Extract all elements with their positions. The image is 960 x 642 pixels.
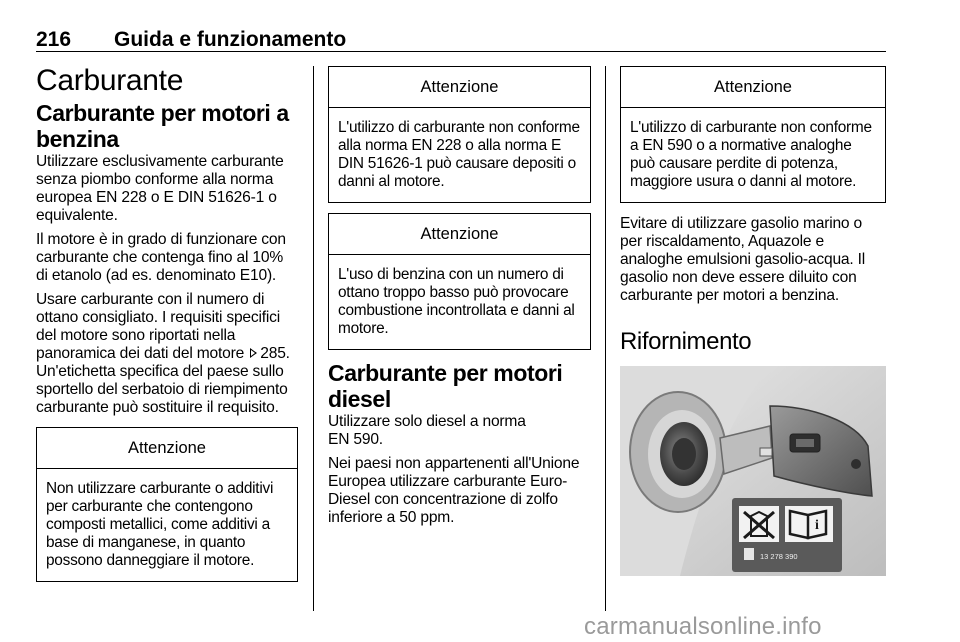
label-number: 13 278 390 — [760, 552, 798, 561]
header-rule — [36, 51, 886, 52]
caution-text: L'uso di benzina con un numero di ottano troppo basso può provocare combustione incontrollata e danni al motore. — [338, 266, 575, 337]
page-number: 216 — [36, 28, 72, 51]
svg-text:i: i — [815, 518, 819, 533]
page-header — [36, 28, 886, 50]
caution-box — [36, 427, 298, 582]
paragraph — [36, 291, 298, 363]
paragraph: Nei paesi non appartenenti all'Unione Europea utilizzare carburante Euro-Diesel con concentrazione di zolfo inferiore a 50 ppm. — [328, 455, 580, 526]
caution-title: Attenzione — [37, 428, 297, 469]
caution-box — [620, 66, 886, 203]
running-title: Guida e funzionamento — [114, 28, 347, 51]
caution-title: Attenzione — [329, 67, 590, 108]
paragraph: Utilizzare solo diesel a norma EN 590. — [328, 413, 526, 448]
column-divider — [313, 66, 314, 611]
column-1 — [36, 58, 298, 582]
page-reference[interactable]: 285. — [260, 345, 290, 362]
fuel-filler-flap-illustration — [620, 366, 886, 576]
caution-text: Non utilizzare carburante o additivi per carburante che contengono composti metallici, come additivi a base di manganese, in quanto possono danneggiare il motore. — [46, 480, 274, 569]
paragraph-text: Usare carburante con il numero di ottano consigliato. I requisiti specifici del motore sono riportati nella panoramica dei dati del motore — [36, 291, 281, 362]
subsection-title: Carburante per motori diesel — [328, 360, 563, 412]
page-reference-arrow-icon — [250, 348, 257, 358]
subsection-title: Rifornimento — [620, 328, 752, 355]
column-2 — [328, 58, 591, 533]
caution-text: L'utilizzo di carburante non conforme a EN 590 o a normative analoghe può causare perdite di potenza, maggiore usura o danni al motore. — [630, 119, 872, 190]
caution-text: L'utilizzo di carburante non conforme alla norma EN 228 o alla norma E DIN 51626-1 può causare depositi o danni al motore. — [338, 119, 580, 190]
watermark[interactable]: carmanualsonline.info — [584, 613, 822, 640]
caution-box — [328, 213, 591, 350]
caution-title: Attenzione — [329, 214, 590, 255]
caution-box — [328, 66, 591, 203]
paragraph: Il motore è in grado di funzionare con carburante che contenga fino al 10% di etanolo (ad es. denominato E10). — [36, 231, 286, 284]
caution-title: Attenzione — [621, 67, 885, 108]
paragraph: Un'etichetta specifica del paese sullo sportello del serbatoio di riempimento carburante può sostituire il requisito. — [36, 363, 288, 416]
column-3 — [620, 58, 886, 356]
column-divider — [605, 66, 606, 611]
paragraph: Evitare di utilizzare gasolio marino o per riscaldamento, Aquazole e analoghe emulsioni gasolio-acqua. Il gasolio non deve essere diluito con carburante per motori a benzina. — [620, 215, 866, 304]
section-title: Carburante — [36, 64, 184, 97]
paragraph: Utilizzare esclusivamente carburante senza piombo conforme alla norma europea EN 228 o E DIN 51626-1 o equivalente. — [36, 153, 284, 224]
subsection-title: Carburante per motori a benzina — [36, 100, 289, 152]
